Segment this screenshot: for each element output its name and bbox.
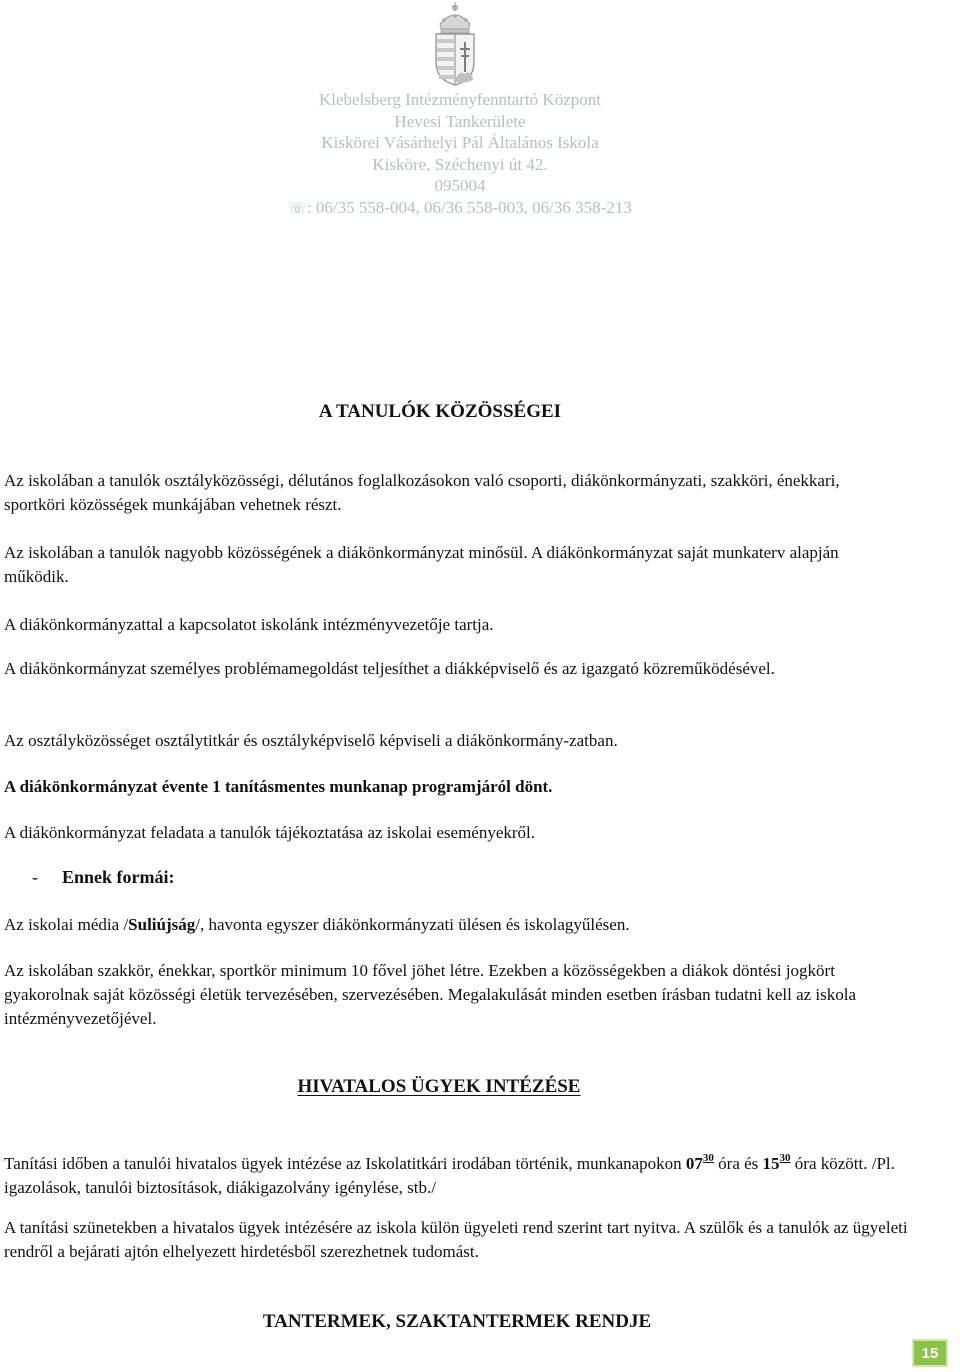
- office-hours-text-mid: óra és: [713, 1154, 763, 1173]
- bullet-dash: -: [32, 867, 38, 887]
- media-text-before: Az iskolai média /: [4, 915, 129, 934]
- media-newspaper-name: Suliújság: [128, 915, 196, 934]
- paragraph-student-council: Az iskolában a tanulók nagyobb közösségének a diákönkormányzat minősül. A diákönkormányzat saját munkaterv alapján működik.: [4, 543, 839, 586]
- paragraph-informing: A diákönkormányzat feladata a tanulók tájékoztatása az iskolai eseményekről.: [4, 823, 536, 842]
- office-hours-end: [763, 1154, 791, 1173]
- paragraph-clubs: Az iskolában szakkör, énekkar, sportkör minimum 10 fővel jöhet létre. Ezekben a közösségekben a diákok döntési jogkört gyakorolnak saját közösségi életük tervezésében, szervezésében. Megalakulását minden esetben írásban tudatni kell az iskola intézményvezetőjével.: [4, 961, 857, 1028]
- paragraph-workday-decision: A diákönkormányzat évente 1 tanításmentes munkanap programjáról dönt.: [4, 777, 553, 796]
- section-title-official-affairs: HIVATALOS ÜGYEK INTÉZÉSE: [297, 1076, 581, 1097]
- letterhead: [0, 89, 920, 219]
- letterhead-phone: [0, 197, 920, 220]
- paragraph-holiday-hours: A tanítási szünetekben a hivatalos ügyek intézésére az iskola külön ügyeleti rend szerint tart nyitva. A szülők és a tanulók az ügyeleti rendről a bejárati ajtón elhelyezett hirdetésből szerezhetnek tudomást.: [4, 1218, 908, 1261]
- office-hours-text-after: óra között. /Pl. igazolások, tanulói biztosítások, diákigazolvány igénylése, stb./: [4, 1154, 895, 1197]
- paragraph-media: [4, 913, 904, 937]
- bullet-forms: [32, 867, 175, 888]
- letterhead-postcode: 095004: [434, 176, 486, 195]
- letterhead-org: Klebelsberg Intézményfenntartó Központ: [319, 90, 601, 109]
- media-text-after: /, havonta egyszer diákönkormányzati ülésen és iskolagyűlésen.: [195, 915, 630, 934]
- hungarian-coat-of-arms-icon: [430, 2, 480, 86]
- paragraph-contact: A diákönkormányzattal a kapcsolatot iskolánk intézményvezetője tartja.: [4, 615, 494, 634]
- paragraph-office-hours: [4, 1146, 914, 1200]
- end-hour: 15: [762, 1154, 780, 1173]
- phone-icon: ☏: [288, 198, 307, 217]
- letterhead-district: Hevesi Tankerülete: [394, 111, 526, 131]
- section-title-student-communities: A TANULÓK KÖZÖSSÉGEI: [318, 401, 562, 422]
- start-hour: 07: [685, 1154, 703, 1173]
- bullet-forms-label: Ennek formái:: [62, 867, 175, 887]
- end-minute: 30: [779, 1152, 791, 1164]
- start-minute: 30: [702, 1152, 714, 1164]
- paragraph-problem-solving: A diákönkormányzat személyes problémamegoldást teljesíthet a diákképviselő és az igazgató közreműködésével.: [4, 659, 775, 678]
- phone-numbers: : 06/35 558-004, 06/36 558-003, 06/36 358-213: [306, 197, 632, 217]
- letterhead-school: Kiskörei Vásárhelyi Pál Általános Iskola: [321, 133, 599, 152]
- paragraph-communities: Az iskolában a tanulók osztályközösségi, délutános foglalkozásokon való csoporti, diákönkormányzati, szakköri, énekkari, sportköri közösségek munkájában vehetnek részt.: [4, 471, 840, 514]
- paragraph-class-representation: Az osztályközösséget osztálytitkár és osztályképviselő képviseli a diákönkormány-zatban.: [4, 731, 618, 750]
- section-title-classrooms: TANTERMEK, SZAKTANTERMEK RENDJE: [262, 1311, 652, 1332]
- office-hours-text-before: Tanítási időben a tanulói hivatalos ügyek intézése az Iskolatitkári irodában történik, munkanapokon: [4, 1154, 686, 1173]
- page-number-badge: 15: [912, 1339, 948, 1367]
- letterhead-address: Kisköre, Széchenyi út 42.: [372, 154, 548, 174]
- office-hours-start: [686, 1154, 714, 1173]
